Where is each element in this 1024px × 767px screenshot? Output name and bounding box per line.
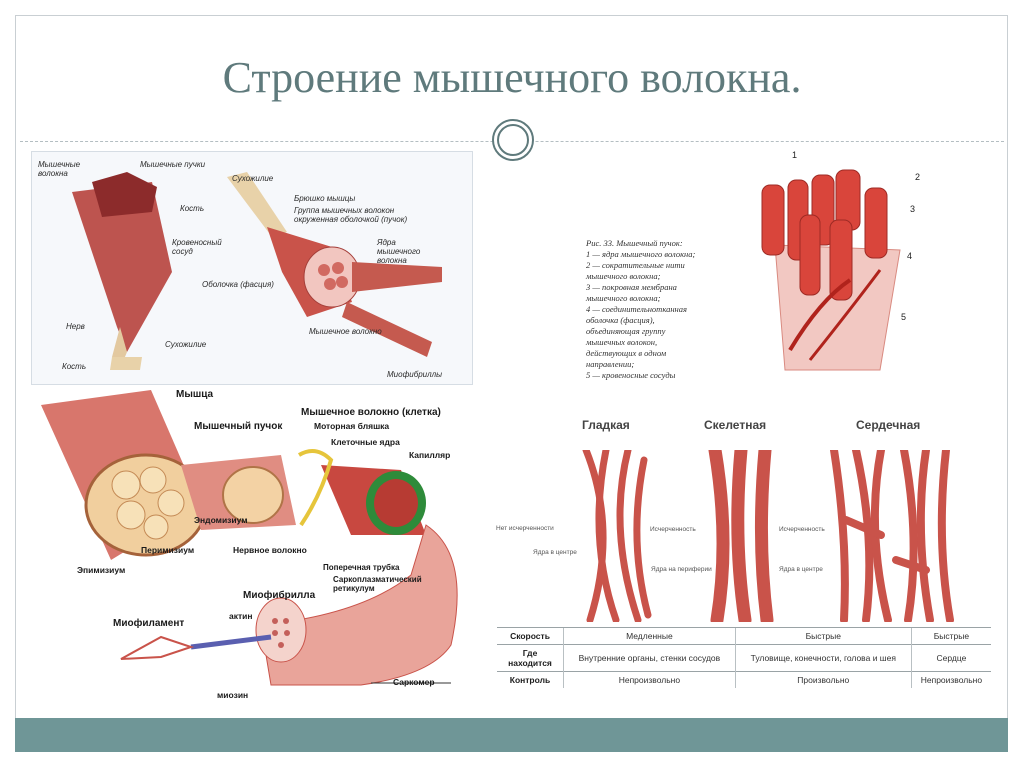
label-nuclei: Ядра мышечного волокна — [377, 238, 421, 265]
label-actin: актин — [229, 611, 253, 621]
slide-title: Строение мышечного волокна. — [222, 53, 802, 102]
label-group: Группа мышечных волокон окруженная оболочкой (пучок) — [294, 206, 408, 224]
label-fascia: Оболочка (фасция) — [202, 280, 274, 289]
label-sarcomere: Саркомер — [393, 677, 435, 687]
label-myosin: миозин — [217, 690, 249, 700]
label-blood-vessel: Кровеносный сосуд — [172, 238, 222, 256]
label-tendon-bottom: Сухожилие — [165, 340, 207, 349]
table-cell: Непроизвольно — [911, 672, 991, 689]
bundle-number-1: 1 — [792, 150, 798, 160]
column-title-skeletal: Скелетная — [704, 418, 767, 432]
caption-line: 2 — сократительные нити — [586, 260, 685, 270]
bundle-number-4: 4 — [907, 251, 913, 261]
note-skeletal-striation: Исчерченность — [650, 526, 696, 533]
muscle-types-table — [497, 627, 991, 688]
bundle-number-5: 5 — [901, 312, 907, 322]
column-title-cardiac: Сердечная — [856, 418, 921, 432]
caption-line: 1 — ядра мышечного волокна; — [586, 249, 696, 259]
caption-line: мышечных волокон, — [586, 337, 658, 347]
label-t-tubule: Поперечная трубка — [323, 563, 400, 572]
label-tendon-top: Сухожилие — [232, 174, 274, 183]
label-perimysium: Перимизиум — [141, 545, 195, 555]
label-nerve: Нерв — [66, 322, 85, 331]
caption-line: оболочка (фасция), — [586, 315, 655, 325]
label-endomysium: Эндомизиум — [194, 515, 248, 525]
label-fiber-cell: Мышечное волокно (клетка) — [301, 407, 441, 418]
label-sr: Саркоплазматический ретикулум — [333, 575, 422, 593]
label-muscle-fibers: Мышечные волокна — [38, 160, 81, 178]
label-bundle: Мышечный пучок — [194, 421, 283, 432]
caption-line: 4 — соединительнотканная — [586, 304, 687, 314]
note-skeletal-nuclei: Ядра на периферии — [651, 566, 712, 573]
note-cardiac-striation: Исчерченность — [779, 526, 825, 533]
caption-line: мышечного волокна; — [586, 271, 661, 281]
muscle-anatomy-illustration — [32, 152, 472, 384]
figure-muscle-structure — [31, 385, 491, 715]
label-myofibrils: Миофибриллы — [387, 370, 443, 379]
caption-line: 3 — покровная мембрана — [586, 282, 677, 292]
note-smooth-striation: Нет исчерченности — [496, 525, 554, 532]
table-cell: Туловище, конечности, голова и шея — [735, 645, 911, 672]
label-capillary: Капилляр — [409, 450, 451, 460]
bundle-number-2: 2 — [915, 172, 921, 182]
caption-line: объединяющая группу — [586, 326, 666, 336]
label-bundles: Мышечные пучки — [140, 160, 206, 169]
label-bone-bottom: Кость — [62, 362, 87, 371]
label-myofibril: Миофибрилла — [243, 590, 316, 601]
table-cell: Медленные — [564, 628, 736, 645]
table-cell: Быстрые — [735, 628, 911, 645]
table-cell: Сердце — [911, 645, 991, 672]
column-title-smooth: Гладкая — [582, 418, 630, 432]
table-row-head: Контроль — [497, 672, 564, 689]
table-row-head: Скорость — [497, 628, 564, 645]
table-row — [497, 672, 991, 689]
table-row — [497, 645, 991, 672]
caption-line: направлении; — [586, 359, 635, 369]
footer-bar — [15, 718, 1008, 752]
caption-line: действующих в одном — [586, 348, 667, 358]
label-muscle: Мышца — [176, 389, 214, 400]
caption-line: Рис. 33. Мышечный пучок: — [586, 238, 683, 248]
label-epimysium: Эпимизиум — [77, 565, 126, 575]
caption-line: мышечного волокна; — [586, 293, 661, 303]
table-cell: Непроизвольно — [564, 672, 736, 689]
bundle-number-3: 3 — [910, 204, 916, 214]
label-fiber: Мышечное волокно — [309, 327, 382, 336]
smooth-muscle-illustration — [578, 450, 652, 622]
note-cardiac-nuclei: Ядра в центре — [779, 566, 823, 573]
caption-line: 5 — кровеносные сосуды — [586, 370, 676, 380]
label-nerve-fiber: Нервное волокно — [233, 545, 307, 555]
table-cell: Произвольно — [735, 672, 911, 689]
table-cell: Быстрые — [911, 628, 991, 645]
label-motor-plate: Моторная бляшка — [314, 421, 390, 431]
label-cell-nuclei: Клеточные ядра — [331, 437, 400, 447]
cardiac-muscle-illustration — [826, 450, 954, 622]
decorative-circle-icon — [490, 117, 536, 163]
figure-muscle-anatomy — [31, 151, 473, 385]
skeletal-muscle-illustration — [705, 450, 775, 622]
label-belly: Брюшко мышцы — [294, 194, 356, 203]
label-myofilament: Миофиламент — [113, 618, 185, 629]
label-bone-top: Кость — [180, 204, 205, 213]
table-row-head: Где находится — [497, 645, 564, 672]
note-smooth-nuclei: Ядра в центре — [533, 549, 577, 556]
table-row — [497, 628, 991, 645]
table-cell: Внутренние органы, стенки сосудов — [564, 645, 736, 672]
